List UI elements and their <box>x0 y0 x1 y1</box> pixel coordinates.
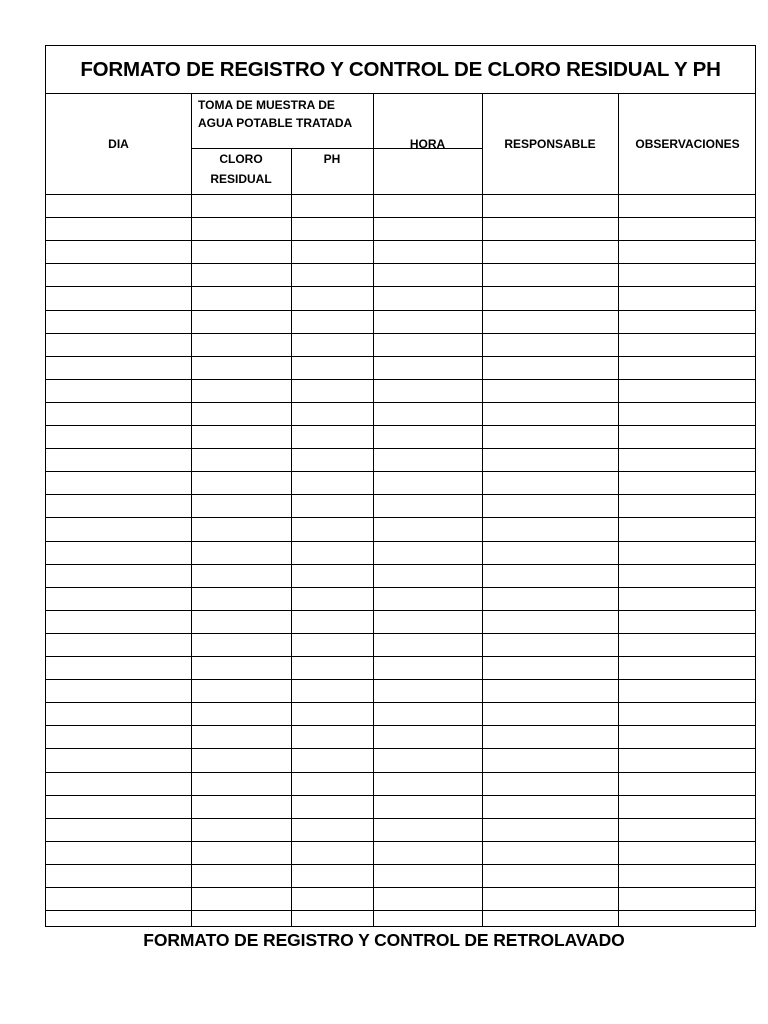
cell-hora[interactable] <box>373 518 482 540</box>
cell-responsable[interactable] <box>482 287 618 309</box>
cell-ph[interactable] <box>291 495 373 517</box>
cell-dia[interactable] <box>46 334 191 356</box>
cell-hora[interactable] <box>373 380 482 402</box>
table-row <box>46 240 755 263</box>
table-row <box>46 656 755 679</box>
cell-observaciones[interactable] <box>618 426 757 448</box>
cell-responsable[interactable] <box>482 195 618 217</box>
table-row <box>46 818 755 841</box>
cell-dia[interactable] <box>46 518 191 540</box>
cell-dia[interactable] <box>46 380 191 402</box>
cell-ph[interactable] <box>291 518 373 540</box>
cell-cloro-residual[interactable] <box>191 611 291 633</box>
cell-responsable[interactable] <box>482 311 618 333</box>
cell-responsable[interactable] <box>482 796 618 818</box>
cell-dia[interactable] <box>46 657 191 679</box>
table-row <box>46 725 755 748</box>
cell-responsable[interactable] <box>482 634 618 656</box>
table-row <box>46 679 755 702</box>
cell-responsable[interactable] <box>482 241 618 263</box>
cell-hora[interactable] <box>373 218 482 240</box>
cell-dia[interactable] <box>46 842 191 864</box>
cell-ph[interactable] <box>291 287 373 309</box>
cell-cloro-residual[interactable] <box>191 287 291 309</box>
cell-hora[interactable] <box>373 357 482 379</box>
cell-cloro-residual[interactable] <box>191 865 291 887</box>
cell-responsable[interactable] <box>482 773 618 795</box>
cell-dia[interactable] <box>46 495 191 517</box>
cell-responsable[interactable] <box>482 657 618 679</box>
cell-responsable[interactable] <box>482 888 618 910</box>
cell-observaciones[interactable] <box>618 773 757 795</box>
cell-hora[interactable] <box>373 449 482 471</box>
cell-observaciones[interactable] <box>618 726 757 748</box>
cell-dia[interactable] <box>46 403 191 425</box>
cell-observaciones[interactable] <box>618 311 757 333</box>
cell-ph[interactable] <box>291 657 373 679</box>
cell-observaciones[interactable] <box>618 518 757 540</box>
cell-ph[interactable] <box>291 749 373 771</box>
cell-responsable[interactable] <box>482 680 618 702</box>
cell-cloro-residual[interactable] <box>191 657 291 679</box>
cell-dia[interactable] <box>46 819 191 841</box>
cell-cloro-residual[interactable] <box>191 819 291 841</box>
table-row <box>46 263 755 286</box>
cell-responsable[interactable] <box>482 542 618 564</box>
cell-hora[interactable] <box>373 703 482 725</box>
cell-responsable[interactable] <box>482 749 618 771</box>
cell-ph[interactable] <box>291 703 373 725</box>
cell-observaciones[interactable] <box>618 542 757 564</box>
cell-ph[interactable] <box>291 842 373 864</box>
cell-ph[interactable] <box>291 865 373 887</box>
cell-observaciones[interactable] <box>618 287 757 309</box>
table-row <box>46 425 755 448</box>
cell-hora[interactable] <box>373 680 482 702</box>
cell-cloro-residual[interactable] <box>191 634 291 656</box>
cell-hora[interactable] <box>373 888 482 910</box>
cell-hora[interactable] <box>373 634 482 656</box>
cell-cloro-residual[interactable] <box>191 426 291 448</box>
cell-ph[interactable] <box>291 888 373 910</box>
header-responsable: RESPONSABLE <box>504 137 596 151</box>
cell-hora[interactable] <box>373 749 482 771</box>
cell-hora[interactable] <box>373 565 482 587</box>
cell-cloro-residual[interactable] <box>191 565 291 587</box>
cell-responsable[interactable] <box>482 357 618 379</box>
cell-hora[interactable] <box>373 773 482 795</box>
cell-cloro-residual[interactable] <box>191 218 291 240</box>
cell-ph[interactable] <box>291 334 373 356</box>
cell-responsable[interactable] <box>482 426 618 448</box>
cell-cloro-residual[interactable] <box>191 195 291 217</box>
cell-dia[interactable] <box>46 426 191 448</box>
header-cloro-line2: RESIDUAL <box>210 172 272 186</box>
cell-observaciones[interactable] <box>618 495 757 517</box>
cell-hora[interactable] <box>373 865 482 887</box>
cell-ph[interactable] <box>291 588 373 610</box>
cell-responsable[interactable] <box>482 264 618 286</box>
cell-cloro-residual[interactable] <box>191 334 291 356</box>
cell-responsable[interactable] <box>482 518 618 540</box>
header-toma-line2: AGUA POTABLE TRATADA <box>198 116 353 130</box>
cell-observaciones[interactable] <box>618 565 757 587</box>
table-row <box>46 587 755 610</box>
cell-responsable[interactable] <box>482 334 618 356</box>
cell-responsable[interactable] <box>482 611 618 633</box>
cell-responsable[interactable] <box>482 472 618 494</box>
cell-observaciones[interactable] <box>618 634 757 656</box>
cell-dia[interactable] <box>46 542 191 564</box>
cell-observaciones[interactable] <box>618 403 757 425</box>
table-row <box>46 887 755 910</box>
cell-ph[interactable] <box>291 634 373 656</box>
header-cloro-residual <box>191 149 291 194</box>
log-table <box>45 45 756 927</box>
cell-cloro-residual[interactable] <box>191 357 291 379</box>
cell-cloro-residual[interactable] <box>191 518 291 540</box>
cell-ph[interactable] <box>291 357 373 379</box>
table-row <box>46 494 755 517</box>
cell-ph[interactable] <box>291 680 373 702</box>
cell-observaciones[interactable] <box>618 334 757 356</box>
cell-observaciones[interactable] <box>618 749 757 771</box>
cell-ph[interactable] <box>291 449 373 471</box>
cell-ph[interactable] <box>291 472 373 494</box>
cell-responsable[interactable] <box>482 218 618 240</box>
cell-ph[interactable] <box>291 819 373 841</box>
table-row <box>46 310 755 333</box>
table-row <box>46 333 755 356</box>
cell-cloro-residual[interactable] <box>191 241 291 263</box>
cell-observaciones[interactable] <box>618 819 757 841</box>
cell-hora[interactable] <box>373 542 482 564</box>
cell-hora[interactable] <box>373 842 482 864</box>
cell-cloro-residual[interactable] <box>191 472 291 494</box>
cell-dia[interactable] <box>46 680 191 702</box>
header-toma-line1: TOMA DE MUESTRA DE <box>198 98 335 112</box>
cell-ph[interactable] <box>291 726 373 748</box>
header-toma-muestra <box>198 96 373 146</box>
cell-responsable[interactable] <box>482 865 618 887</box>
table-row <box>46 286 755 309</box>
cell-ph[interactable] <box>291 542 373 564</box>
cell-hora[interactable] <box>373 472 482 494</box>
cell-dia[interactable] <box>46 796 191 818</box>
table-row <box>46 610 755 633</box>
cell-observaciones[interactable] <box>618 680 757 702</box>
cell-cloro-residual[interactable] <box>191 888 291 910</box>
cell-cloro-residual[interactable] <box>191 842 291 864</box>
header-hora: HORA <box>409 137 446 151</box>
cell-cloro-residual[interactable] <box>191 749 291 771</box>
cell-cloro-residual[interactable] <box>191 542 291 564</box>
cell-dia[interactable] <box>46 449 191 471</box>
cell-observaciones[interactable] <box>618 703 757 725</box>
cell-ph[interactable] <box>291 311 373 333</box>
cell-cloro-residual[interactable] <box>191 264 291 286</box>
cell-cloro-residual[interactable] <box>191 703 291 725</box>
cell-dia[interactable] <box>46 472 191 494</box>
cell-hora[interactable] <box>373 611 482 633</box>
cell-observaciones[interactable] <box>618 865 757 887</box>
cell-dia[interactable] <box>46 749 191 771</box>
cell-dia[interactable] <box>46 773 191 795</box>
cell-hora[interactable] <box>373 495 482 517</box>
cell-observaciones[interactable] <box>618 380 757 402</box>
cell-cloro-residual[interactable] <box>191 796 291 818</box>
cell-observaciones[interactable] <box>618 472 757 494</box>
cell-ph[interactable] <box>291 426 373 448</box>
cell-ph[interactable] <box>291 380 373 402</box>
table-row <box>46 194 755 217</box>
cell-ph[interactable] <box>291 241 373 263</box>
cell-cloro-residual[interactable] <box>191 403 291 425</box>
cell-observaciones[interactable] <box>618 657 757 679</box>
cell-ph[interactable] <box>291 565 373 587</box>
cell-dia[interactable] <box>46 726 191 748</box>
cell-dia[interactable] <box>46 357 191 379</box>
cell-hora[interactable] <box>373 588 482 610</box>
cell-dia[interactable] <box>46 565 191 587</box>
cell-dia[interactable] <box>46 195 191 217</box>
table-row <box>46 402 755 425</box>
cell-observaciones[interactable] <box>618 588 757 610</box>
cell-ph[interactable] <box>291 218 373 240</box>
cell-observaciones[interactable] <box>618 449 757 471</box>
header-dia: DIA <box>108 137 129 151</box>
cell-cloro-residual[interactable] <box>191 380 291 402</box>
table-row <box>46 748 755 771</box>
header-cloro-line1: CLORO <box>219 152 263 166</box>
cell-cloro-residual[interactable] <box>191 588 291 610</box>
cell-cloro-residual[interactable] <box>191 449 291 471</box>
cell-cloro-residual[interactable] <box>191 311 291 333</box>
cell-observaciones[interactable] <box>618 264 757 286</box>
cell-observaciones[interactable] <box>618 842 757 864</box>
cell-dia[interactable] <box>46 634 191 656</box>
cell-hora[interactable] <box>373 195 482 217</box>
cell-dia[interactable] <box>46 311 191 333</box>
cell-cloro-residual[interactable] <box>191 680 291 702</box>
table-row <box>46 541 755 564</box>
cell-dia[interactable] <box>46 264 191 286</box>
cell-responsable[interactable] <box>482 380 618 402</box>
cell-ph[interactable] <box>291 773 373 795</box>
cell-dia[interactable] <box>46 287 191 309</box>
document-title: FORMATO DE REGISTRO Y CONTROL DE CLORO RESIDUAL Y PH <box>46 46 755 94</box>
cell-responsable[interactable] <box>482 703 618 725</box>
table-row <box>46 217 755 240</box>
cell-hora[interactable] <box>373 334 482 356</box>
cell-ph[interactable] <box>291 195 373 217</box>
table-row <box>46 564 755 587</box>
cell-responsable[interactable] <box>482 565 618 587</box>
cell-observaciones[interactable] <box>618 796 757 818</box>
table-row <box>46 702 755 725</box>
header-ph: PH <box>323 152 341 166</box>
cell-responsable[interactable] <box>482 495 618 517</box>
table-row <box>46 356 755 379</box>
cell-responsable[interactable] <box>482 588 618 610</box>
footer-title: FORMATO DE REGISTRO Y CONTROL DE RETROLAVADO <box>143 930 625 950</box>
cell-observaciones[interactable] <box>618 611 757 633</box>
cell-dia[interactable] <box>46 218 191 240</box>
cell-observaciones[interactable] <box>618 218 757 240</box>
cell-hora[interactable] <box>373 796 482 818</box>
cell-ph[interactable] <box>291 611 373 633</box>
cell-observaciones[interactable] <box>618 357 757 379</box>
table-row <box>46 864 755 887</box>
cell-hora[interactable] <box>373 241 482 263</box>
cell-hora[interactable] <box>373 426 482 448</box>
cell-hora[interactable] <box>373 311 482 333</box>
cell-hora[interactable] <box>373 726 482 748</box>
cell-responsable[interactable] <box>482 726 618 748</box>
cell-responsable[interactable] <box>482 403 618 425</box>
table-row <box>46 517 755 540</box>
cell-dia[interactable] <box>46 865 191 887</box>
table-row <box>46 379 755 402</box>
table-row <box>46 448 755 471</box>
cell-dia[interactable] <box>46 611 191 633</box>
cell-hora[interactable] <box>373 403 482 425</box>
cell-observaciones[interactable] <box>618 888 757 910</box>
cell-hora[interactable] <box>373 264 482 286</box>
cell-responsable[interactable] <box>482 449 618 471</box>
cell-dia[interactable] <box>46 588 191 610</box>
table-row <box>46 633 755 656</box>
cell-cloro-residual[interactable] <box>191 773 291 795</box>
cell-dia[interactable] <box>46 888 191 910</box>
table-row <box>46 471 755 494</box>
cell-hora[interactable] <box>373 819 482 841</box>
cell-hora[interactable] <box>373 657 482 679</box>
cell-cloro-residual[interactable] <box>191 726 291 748</box>
table-row <box>46 795 755 818</box>
cell-dia[interactable] <box>46 703 191 725</box>
header-observaciones: OBSERVACIONES <box>635 137 740 151</box>
cell-cloro-residual[interactable] <box>191 495 291 517</box>
cell-ph[interactable] <box>291 796 373 818</box>
cell-observaciones[interactable] <box>618 195 757 217</box>
cell-ph[interactable] <box>291 403 373 425</box>
cell-observaciones[interactable] <box>618 241 757 263</box>
cell-ph[interactable] <box>291 264 373 286</box>
cell-responsable[interactable] <box>482 819 618 841</box>
cell-hora[interactable] <box>373 287 482 309</box>
cell-responsable[interactable] <box>482 842 618 864</box>
cell-dia[interactable] <box>46 241 191 263</box>
table-row <box>46 841 755 864</box>
table-row <box>46 772 755 795</box>
